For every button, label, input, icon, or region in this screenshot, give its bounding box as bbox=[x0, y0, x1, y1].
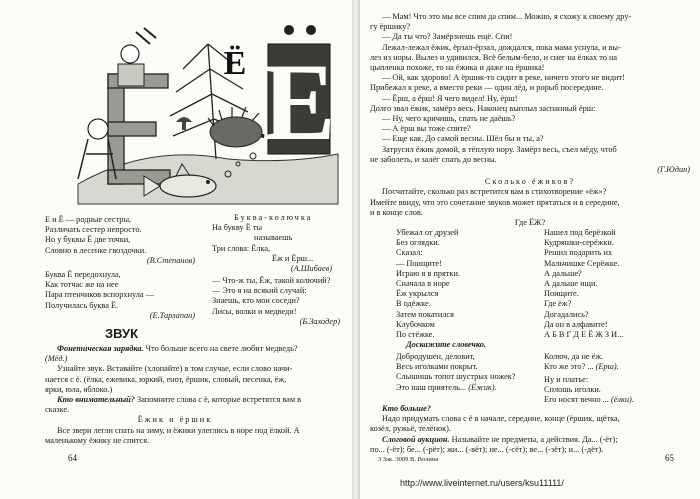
poem1 bbox=[45, 215, 195, 266]
text-line: Надо придумать слова с ё в начале, середине, конце (ёршик, щётка, bbox=[382, 414, 620, 424]
text-line: Посчитайте, сколько раз встретится вам в стихотворение «ёж»? bbox=[382, 187, 607, 197]
text-line: — Да ты что? Замёрзнешь ещё. Спи! bbox=[382, 32, 513, 42]
riddle-line: Кто же это? ... bbox=[544, 362, 594, 372]
riddle-line: Ну и платье: bbox=[544, 375, 589, 384]
poem-col2 bbox=[544, 228, 623, 340]
text-line: — Еще как. До самой весны. Шёл бы и ты, а? bbox=[382, 134, 544, 144]
p1-head: Фонетическая зарядка. bbox=[57, 344, 144, 353]
small-letter-yo: Ё bbox=[223, 45, 247, 82]
text-line: Лежал-лежал ёжик, ёрзал-ёрзал, дождался, пока мама уснула, и вы- bbox=[382, 42, 621, 52]
poem-line: Где ёж? bbox=[544, 299, 572, 309]
poem-line: Догадались? bbox=[544, 309, 589, 319]
poem-author: (А.Шибаев) bbox=[290, 264, 332, 274]
poem-line: Поищите. bbox=[544, 289, 579, 299]
poem-line: Сказал: bbox=[396, 248, 423, 258]
riddle-answer: (Ёжик). bbox=[468, 382, 497, 392]
watermark-url[interactable]: http://www.liveinternet.ru/users/ksu11111/ bbox=[400, 478, 564, 488]
p1-answer: (Мёд.) bbox=[45, 354, 68, 364]
poem-line: На букву Ё ты bbox=[212, 223, 263, 233]
poem-line: Ёж и Ёрш... bbox=[272, 253, 314, 263]
riddle-line: Колюч, да не ёж. bbox=[544, 352, 604, 361]
poem-line: Е и Ё — родные сестры, bbox=[45, 215, 132, 224]
poem-line: Сначала в норе bbox=[396, 279, 450, 289]
poem-line: Кудряшки-серёжки. bbox=[544, 238, 614, 248]
poem-line: — Что-ж ты, Ёж, такой колючий? bbox=[212, 276, 331, 285]
poem-line: — Поищите! bbox=[396, 258, 442, 268]
poem3 bbox=[45, 270, 195, 321]
text-line: Затрусил ёжик домой, в тёплую нору. Замёрз весь, съел мёду, чтоб bbox=[382, 144, 617, 154]
story-title: Ёжик и ёршик bbox=[137, 415, 213, 425]
s4-head: Кто больше? bbox=[382, 404, 431, 413]
riddle-line: Это наш приятель... bbox=[396, 382, 467, 392]
p3-text: Запомните слова с ё, которые встретятся вам в bbox=[137, 395, 302, 405]
section2-title: Сколько ёжиков? bbox=[484, 177, 576, 187]
zvuk-body bbox=[45, 344, 345, 446]
poem-author: (Б.Заходер) bbox=[299, 316, 340, 326]
riddle-line: Добродушен, деловит, bbox=[396, 352, 475, 361]
text-line: и в конце слов. bbox=[370, 207, 423, 217]
poem-line: По стёжке. bbox=[396, 330, 435, 340]
bird-dot-right bbox=[306, 25, 316, 35]
poem-author: (В.Степанов) bbox=[146, 255, 195, 265]
poem-line: Играю я в прятки. bbox=[396, 268, 460, 278]
text-line: по... (-ёт); бе... (-рёт); жи... (-вёт); не... (-сёт); ве... (-зёт); и... (-дёт). bbox=[370, 444, 604, 454]
section-title: ЗВУК bbox=[105, 326, 139, 341]
poem-line: Убежал от друзей bbox=[396, 228, 459, 237]
poem-line: Но у буквы Ё две точки, bbox=[45, 235, 131, 245]
page-number: 65 bbox=[665, 453, 674, 463]
poem-line: Знаешь, кто мои соседи? bbox=[212, 296, 300, 306]
poem-line: Получилась буква Ё. bbox=[45, 300, 119, 310]
riddle1 bbox=[396, 352, 515, 393]
p3-head: Кто внимательный? bbox=[57, 395, 135, 405]
poem-title: Где ЁЖ? bbox=[514, 218, 546, 228]
story-line: маленькому ёжику не спится. bbox=[45, 435, 150, 445]
riddle-line: Слышишь топот шустрых ножек? bbox=[396, 372, 516, 382]
text-line: — Ой, как здорово! А ёршик-то сидит в реке, ничего этого не видит! bbox=[382, 73, 625, 83]
poem4 bbox=[212, 276, 340, 327]
text-line: — Ёрш, а ёрш! Я чего видел! Ну, ёрш! bbox=[382, 93, 518, 103]
poem-line: Да он в алфавите! bbox=[544, 319, 608, 329]
text-line: не заболеть, и залёг спать до весны. bbox=[370, 154, 497, 164]
s5-head: Слоговой аукцион. bbox=[382, 434, 450, 444]
book-gutter bbox=[352, 0, 360, 499]
poem2 bbox=[212, 213, 332, 274]
poem-line: Ёж укрылся bbox=[396, 289, 439, 299]
poem-line: называешь bbox=[254, 233, 293, 243]
poem-line: Без оглядки. bbox=[396, 238, 440, 248]
poem-col1 bbox=[396, 228, 460, 340]
poem-line: Различать сестер непросто. bbox=[45, 225, 142, 235]
story-line: Все звери легли спать на зиму, и ёжики улеглись в норе под ёлкой. А bbox=[57, 425, 300, 435]
poem-line: Пара птенчиков вспорхнула — bbox=[45, 290, 154, 300]
alphabet-illustration bbox=[58, 14, 348, 214]
riddle-line: Сплошь иголки. bbox=[544, 385, 601, 395]
poem-line: Решил подарить их bbox=[544, 248, 613, 258]
poem-line: Лисы, волки и медведи! bbox=[212, 306, 297, 316]
riddle-answer: (Ерш). bbox=[595, 362, 619, 372]
text-line: гу ёршику? bbox=[370, 22, 411, 32]
text-line: Долго звал ёжик, замёрз весь. Наконец выплыл заспанный ёрш: bbox=[370, 103, 596, 113]
riddle3 bbox=[544, 375, 634, 406]
footer-left: 3 Зак. 3009 В. Волина bbox=[378, 456, 439, 463]
text-line: — А ёрш вы тоже спите? bbox=[382, 124, 471, 134]
dialog-author: (Г.Юдин) bbox=[657, 165, 690, 175]
riddle2 bbox=[544, 352, 619, 372]
poem-line: — Это я на всякий случай: bbox=[212, 286, 307, 296]
poem-line: Как тотчас же на нее bbox=[45, 280, 119, 290]
text-line: — Мам! Что это мы все спим да спим... Можно, я схожу к своему дру- bbox=[382, 12, 632, 21]
hedgehog-drawing bbox=[208, 107, 265, 147]
alphabet-line: А Б В Г Д Е Ё Ж З И... bbox=[544, 330, 624, 340]
riddle-line: Весь иголками покрыт. bbox=[396, 362, 478, 372]
text-line: козёл, ружьё, телёнок). bbox=[370, 424, 452, 434]
text-line: Прибежал к реке, а вместо реки — один лёд, и рорыб посередине. bbox=[370, 83, 604, 93]
poem-title: Буква-колючка bbox=[234, 213, 313, 222]
poem-line: В одёжке. bbox=[396, 299, 431, 309]
riddle-line: Его носят вечно ... bbox=[544, 395, 609, 405]
poem-line: А дальше ищи. bbox=[544, 279, 598, 289]
poem-line: Словно в лесенке гвоздочки. bbox=[45, 245, 147, 255]
poem-line: Буква Ё передохнула, bbox=[45, 270, 121, 279]
s5-text: Называйте не предметы, а действия. Да... (-ёт); bbox=[451, 434, 618, 444]
p2-line: нается с ё. (ёлка, ежевика, юркий, енот, ёршик, словый, песенка, ёж, bbox=[45, 374, 287, 384]
right-page bbox=[360, 0, 700, 499]
page-number: 64 bbox=[68, 453, 77, 463]
text-line: лез из норы. Вылез и удивился. Всё белым-бело, и снег на ёлках то на bbox=[370, 52, 618, 62]
p1-text: Что больше всего на свете любит медведь? bbox=[145, 344, 298, 353]
poem-line: А дальше? bbox=[544, 268, 582, 278]
p2-line: ярки, юла, яблоко.) bbox=[45, 384, 113, 394]
text-line: цыпленка похоже, то на ёжика и даже на ёршика! bbox=[370, 63, 545, 73]
poem-line: Три слова: Ёлка, bbox=[212, 243, 271, 253]
poem-line: Клубочком bbox=[396, 319, 435, 329]
poem-line: Затем покатился bbox=[396, 309, 454, 319]
section3-title: Доскажите словечко. bbox=[406, 340, 486, 349]
text-line: — Ну, чего кричишь, спать не даёшь? bbox=[382, 114, 516, 124]
bird-dot-left bbox=[284, 25, 294, 35]
big-letter-e: Е bbox=[262, 41, 336, 163]
poem-line: Мальчишке Серёжке. bbox=[544, 258, 620, 268]
poem-author: (Е.Тарлапан) bbox=[149, 310, 195, 320]
riddle-answer: (ёлки). bbox=[610, 395, 634, 405]
dialog-text bbox=[370, 12, 695, 228]
p3-tail: сказке. bbox=[45, 405, 70, 415]
final-sections bbox=[370, 404, 695, 455]
p2-line: Узнайте звук. Вставайте (хлопайте) в том случае, если слово начи- bbox=[57, 364, 293, 374]
text-line: Имейте ввиду, что это сочетание звуков может прятаться и в середине, bbox=[370, 197, 620, 207]
poem-line: Нашел под берёзкой bbox=[544, 228, 616, 237]
